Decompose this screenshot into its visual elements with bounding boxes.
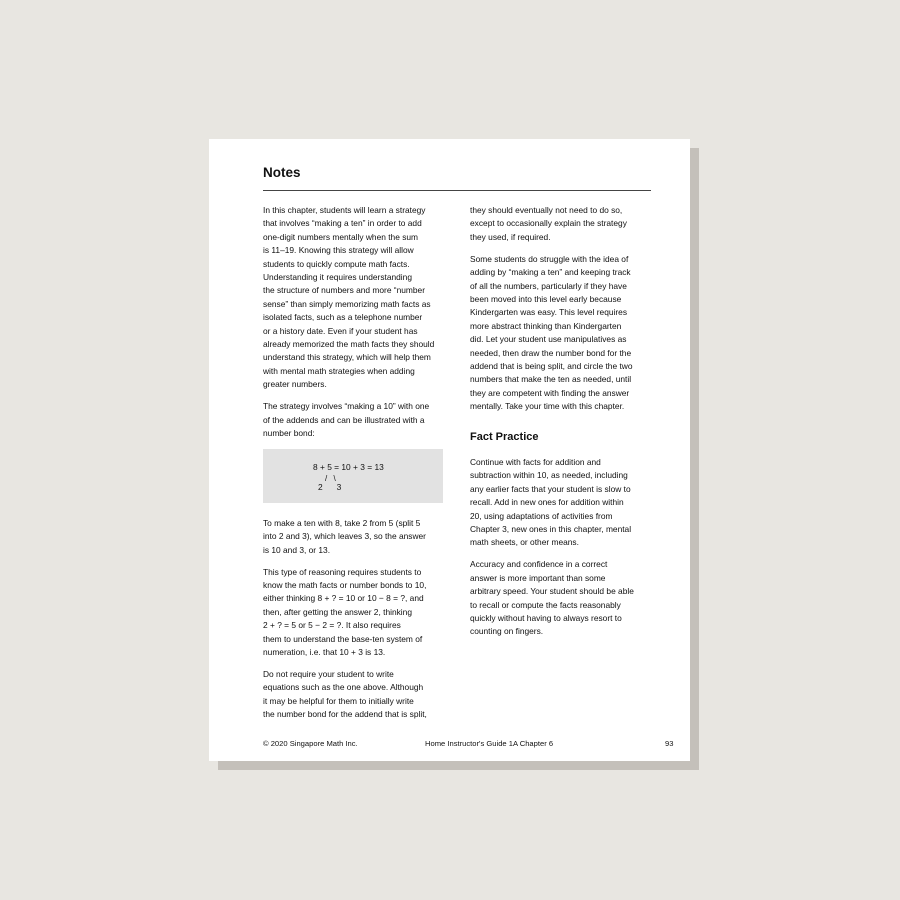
text-line: into 2 and 3), which leaves 3, so the answer [263, 531, 426, 542]
paragraph [263, 566, 453, 660]
footer-guide-title: Home Instructor's Guide 1A Chapter 6 [425, 739, 554, 748]
right-column [470, 204, 655, 647]
text-line: except to occasionally explain the strategy [470, 218, 627, 229]
text-line: one-digit numbers mentally when the sum [263, 231, 419, 242]
title-rule [263, 190, 651, 191]
page-title: Notes [263, 165, 301, 180]
text-line: equations such as the one above. Although [263, 682, 424, 693]
paragraph [263, 400, 453, 440]
left-column [263, 204, 453, 730]
text-line: either thinking 8 + ? = 10 or 10 − 8 = ?, and [263, 593, 424, 604]
left-paragraphs-after [263, 517, 453, 722]
text-line: it may be helpful for them to initially write [263, 695, 414, 706]
text-line: students to quickly compute math facts. [263, 258, 410, 269]
text-line: answer is more important than some [470, 572, 606, 583]
subheading-fact-practice: Fact Practice [470, 430, 539, 443]
text-line: to recall or compute the facts reasonably [470, 599, 621, 610]
footer-page-number: 93 [665, 739, 674, 748]
paragraph [470, 253, 655, 414]
bond-part-2: 3 [336, 481, 342, 492]
left-paragraphs [263, 204, 453, 440]
number-bond-box [263, 449, 443, 503]
document-page [209, 139, 690, 761]
text-line: number bond: [263, 428, 315, 438]
text-line: with mental math strategies when adding [263, 365, 415, 376]
paragraph [470, 456, 655, 550]
text-line: Do not require your student to write [263, 668, 394, 679]
text-line: needed, then draw the number bond for the [470, 347, 632, 358]
bond-parts [318, 481, 341, 494]
text-line: recall. Add in new ones for addition within [470, 497, 624, 508]
text-line: understand this strategy, which will help them [263, 352, 431, 363]
text-line: mentally. Take your time with this chapter. [470, 401, 625, 412]
text-line: numbers that make the ten as needed, until [470, 374, 632, 385]
text-line: adding by “making a ten” and keeping track [470, 267, 631, 278]
text-line: sense” than simply memorizing math facts as [263, 298, 431, 309]
text-line: This type of reasoning requires students to [263, 566, 422, 577]
text-line: To make a ten with 8, take 2 from 5 (split 5 [263, 517, 421, 528]
text-line: Understanding it requires understanding [263, 272, 412, 283]
text-line: or a history date. Even if your student has [263, 325, 418, 336]
text-line: they are competent with finding the answer [470, 387, 630, 398]
text-line: 20, using adaptations of activities from [470, 510, 613, 521]
text-line: Some students do struggle with the idea of [470, 253, 629, 264]
text-line: the number bond for the addend that is split, [263, 709, 427, 720]
text-line: subtraction within 10, as needed, including [470, 470, 628, 481]
text-line: they used, if required. [470, 231, 551, 242]
text-line: of all the numbers, particularly if they have [470, 280, 627, 291]
paragraph [263, 668, 453, 722]
text-line: them to understand the base-ten system of [263, 633, 423, 644]
text-line: already memorized the math facts they should [263, 339, 435, 350]
text-line: quickly without having to always resort to [470, 612, 622, 623]
bond-part-1: 2 [318, 481, 323, 492]
text-line: greater numbers. [263, 379, 327, 390]
text-line: that involves “making a ten” in order to add [263, 218, 422, 229]
text-line: of the addends and can be illustrated with a [263, 414, 425, 425]
bond-equation: 8 + 5 = 10 + 3 = 13 [313, 461, 384, 472]
text-line: been moved into this level early because [470, 293, 622, 304]
text-line: any earlier facts that your student is slow to [470, 483, 631, 494]
text-line: then, after getting the answer 2, thinking [263, 606, 412, 617]
text-line: know the math facts or number bonds to 10, [263, 580, 427, 591]
text-line: they should eventually not need to do so, [470, 205, 623, 215]
text-line: more abstract thinking than Kindergarten [470, 320, 622, 331]
right-paragraphs [470, 204, 655, 414]
text-line: counting on fingers. [470, 626, 544, 637]
text-line: Kindergarten was easy. This level requires [470, 307, 628, 318]
text-line: the structure of numbers and more “number [263, 285, 425, 296]
text-line: 2 + ? = 5 or 5 − 2 = ?. It also requires [263, 620, 401, 631]
text-line: In this chapter, students will learn a strategy [263, 205, 426, 215]
text-line: is 10 and 3, or 13. [263, 544, 331, 555]
text-line: arbitrary speed. Your student should be able [470, 586, 634, 597]
text-line: Continue with facts for addition and [470, 457, 601, 467]
text-line: math sheets, or other means. [470, 537, 579, 548]
paragraph [263, 517, 453, 557]
text-line: is 11–19. Knowing this strategy will allow [263, 245, 414, 256]
text-line: Chapter 3, new ones in this chapter, mental [470, 524, 632, 535]
text-line: addend that is being split, and circle the two [470, 360, 633, 371]
paragraph [470, 558, 655, 638]
text-line: did. Let your student use manipulatives as [470, 334, 627, 345]
text-line: The strategy involves “making a 10” with one [263, 401, 430, 412]
paragraph [470, 204, 655, 244]
text-line: numeration, i.e. that 10 + 3 is 13. [263, 647, 386, 658]
bond-branches: / \ [325, 473, 338, 483]
right-paragraphs-after [470, 456, 655, 639]
text-line: Accuracy and confidence in a correct [470, 559, 608, 570]
paragraph [263, 204, 453, 392]
text-line: isolated facts, such as a telephone number [263, 312, 423, 323]
footer-copyright: © 2020 Singapore Math Inc. [263, 739, 358, 748]
